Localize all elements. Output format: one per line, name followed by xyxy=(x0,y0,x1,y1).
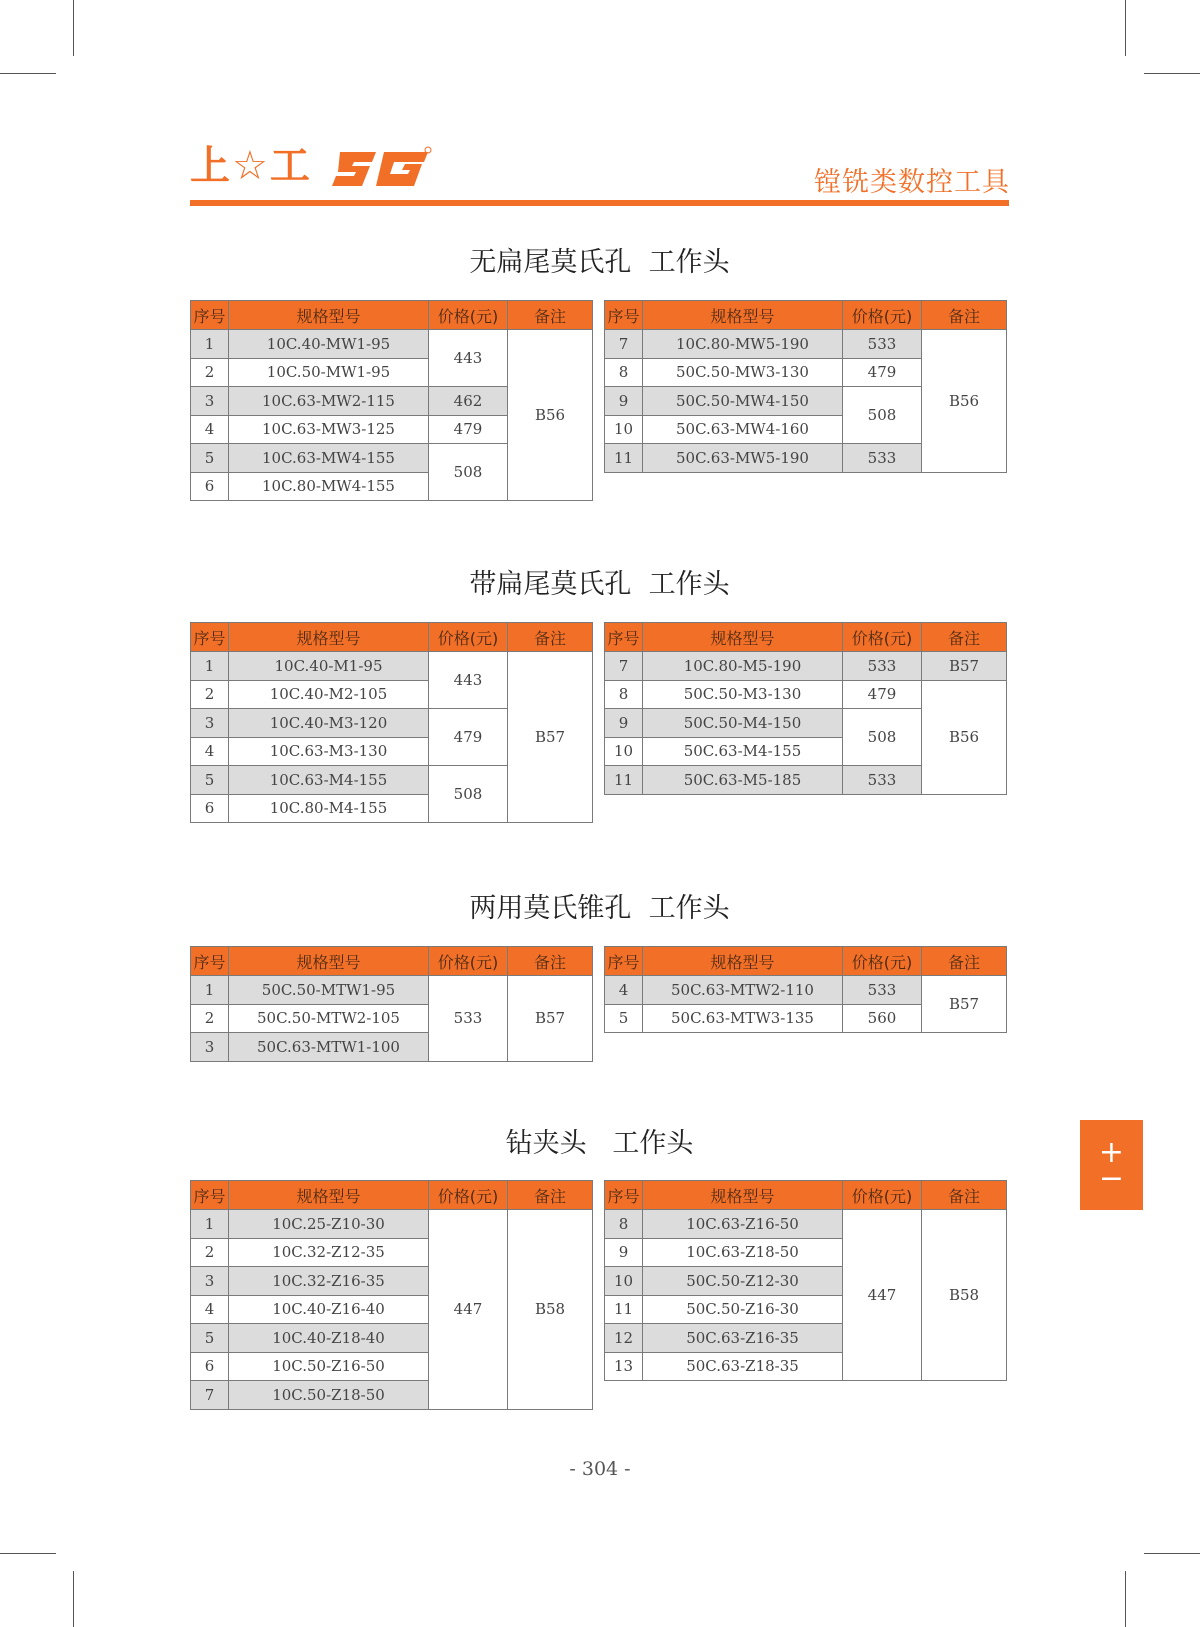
row-model: 10C.40-M3-120 xyxy=(229,709,429,738)
row-index: 10 xyxy=(605,737,643,766)
row-index: 6 xyxy=(191,794,229,823)
crop-mark xyxy=(0,1553,56,1554)
table-row xyxy=(605,1210,1007,1239)
row-price: 533 xyxy=(843,766,922,795)
row-index: 10 xyxy=(605,415,643,444)
row-model: 50C.63-Z18-35 xyxy=(643,1352,843,1381)
spec-table-right xyxy=(604,622,1007,795)
table-header-row xyxy=(191,301,593,330)
table-row xyxy=(605,652,1007,681)
row-model: 10C.80-MW5-190 xyxy=(643,330,843,359)
row-model: 10C.32-Z16-35 xyxy=(229,1267,429,1296)
table-row xyxy=(191,1210,593,1239)
row-model: 10C.40-Z18-40 xyxy=(229,1324,429,1353)
model-header: 规格型号 xyxy=(229,623,429,652)
table-header-row xyxy=(605,1181,1007,1210)
row-index: 9 xyxy=(605,1238,643,1267)
row-price: 533 xyxy=(843,330,922,359)
model-header: 规格型号 xyxy=(643,623,843,652)
table-header-row xyxy=(605,947,1007,976)
row-index: 1 xyxy=(191,652,229,681)
row-model: 10C.50-Z18-50 xyxy=(229,1381,429,1410)
row-index: 6 xyxy=(191,472,229,501)
row-model: 10C.63-MW2-115 xyxy=(229,387,429,416)
row-index: 9 xyxy=(605,387,643,416)
row-model: 10C.50-Z16-50 xyxy=(229,1352,429,1381)
price-header: 价格(元) xyxy=(429,623,508,652)
row-model: 50C.50-MTW1-95 xyxy=(229,976,429,1005)
index-header: 序号 xyxy=(605,301,643,330)
row-index: 3 xyxy=(191,1267,229,1296)
row-price: 533 xyxy=(843,652,922,681)
crop-mark xyxy=(1125,0,1126,56)
table-row xyxy=(605,680,1007,709)
row-index: 8 xyxy=(605,680,643,709)
section-title: 两用莫氏锥孔 工作头 xyxy=(469,893,730,924)
row-index: 1 xyxy=(191,976,229,1005)
row-price: 533 xyxy=(843,976,922,1005)
row-note: B56 xyxy=(922,680,1007,794)
row-note: B56 xyxy=(922,330,1007,473)
index-header: 序号 xyxy=(191,301,229,330)
row-model: 50C.50-Z16-30 xyxy=(643,1295,843,1324)
plus-icon: + xyxy=(1098,1135,1125,1170)
row-index: 11 xyxy=(605,1295,643,1324)
row-model: 10C.63-M4-155 xyxy=(229,766,429,795)
spec-table-left xyxy=(190,946,593,1062)
crop-mark xyxy=(1144,73,1200,74)
row-model: 50C.50-MW4-150 xyxy=(643,387,843,416)
row-price: 447 xyxy=(429,1210,508,1410)
row-index: 6 xyxy=(191,1352,229,1381)
price-header: 价格(元) xyxy=(429,947,508,976)
row-model: 10C.50-MW1-95 xyxy=(229,358,429,387)
row-model: 50C.50-Z12-30 xyxy=(643,1267,843,1296)
price-header: 价格(元) xyxy=(843,301,922,330)
note-header: 备注 xyxy=(508,1181,593,1210)
table-row xyxy=(605,976,1007,1005)
price-header: 价格(元) xyxy=(429,1181,508,1210)
sg-logo-icon xyxy=(332,146,432,192)
row-price: 447 xyxy=(843,1210,922,1381)
price-header: 价格(元) xyxy=(843,1181,922,1210)
spec-table-left xyxy=(190,622,593,823)
row-price: 560 xyxy=(843,1004,922,1033)
row-index: 8 xyxy=(605,358,643,387)
row-index: 9 xyxy=(605,709,643,738)
index-header: 序号 xyxy=(191,947,229,976)
header-rule xyxy=(190,200,1009,206)
row-index: 12 xyxy=(605,1324,643,1353)
row-model: 10C.63-MW4-155 xyxy=(229,444,429,473)
crop-mark xyxy=(1125,1571,1126,1627)
row-index: 8 xyxy=(605,1210,643,1239)
index-header: 序号 xyxy=(191,1181,229,1210)
price-header: 价格(元) xyxy=(843,947,922,976)
row-price: 508 xyxy=(843,709,922,766)
table-header-row xyxy=(191,1181,593,1210)
row-index: 5 xyxy=(191,766,229,795)
crop-mark xyxy=(73,0,74,56)
note-header: 备注 xyxy=(922,301,1007,330)
row-price: 443 xyxy=(429,330,508,387)
spec-table-right xyxy=(604,946,1007,1033)
page-category-title: 镗铣类数控工具 xyxy=(814,167,1010,198)
row-model: 50C.50-M3-130 xyxy=(643,680,843,709)
spec-table-left xyxy=(190,1180,593,1410)
row-price: 508 xyxy=(429,766,508,823)
row-model: 10C.80-MW4-155 xyxy=(229,472,429,501)
row-note: B57 xyxy=(508,976,593,1062)
row-model: 10C.40-M1-95 xyxy=(229,652,429,681)
model-header: 规格型号 xyxy=(643,947,843,976)
row-index: 3 xyxy=(191,387,229,416)
row-model: 10C.63-Z16-50 xyxy=(643,1210,843,1239)
row-model: 50C.63-MTW2-110 xyxy=(643,976,843,1005)
row-index: 7 xyxy=(605,652,643,681)
row-index: 3 xyxy=(191,1033,229,1062)
model-header: 规格型号 xyxy=(643,301,843,330)
spec-table-right xyxy=(604,1180,1007,1381)
row-model: 10C.63-MW3-125 xyxy=(229,415,429,444)
row-index: 5 xyxy=(191,444,229,473)
table-header-row xyxy=(191,623,593,652)
row-model: 50C.63-M4-155 xyxy=(643,737,843,766)
row-price: 443 xyxy=(429,652,508,709)
row-model: 50C.63-MW4-160 xyxy=(643,415,843,444)
table-header-row xyxy=(605,301,1007,330)
section-title: 无扁尾莫氏孔 工作头 xyxy=(469,247,730,278)
model-header: 规格型号 xyxy=(229,301,429,330)
row-model: 50C.63-Z16-35 xyxy=(643,1324,843,1353)
row-model: 10C.40-Z16-40 xyxy=(229,1295,429,1324)
row-model: 10C.63-Z18-50 xyxy=(643,1238,843,1267)
row-index: 13 xyxy=(605,1352,643,1381)
row-price: 462 xyxy=(429,387,508,416)
crop-mark xyxy=(0,73,56,74)
row-index: 4 xyxy=(191,415,229,444)
model-header: 规格型号 xyxy=(229,1181,429,1210)
section-title: 带扁尾莫氏孔 工作头 xyxy=(469,569,730,600)
crop-mark xyxy=(1144,1553,1200,1554)
row-price: 508 xyxy=(843,387,922,444)
side-tab xyxy=(1080,1120,1143,1210)
table-row xyxy=(605,330,1007,359)
row-price: 533 xyxy=(429,976,508,1062)
row-model: 10C.40-M2-105 xyxy=(229,680,429,709)
row-price: 479 xyxy=(429,415,508,444)
row-index: 4 xyxy=(605,976,643,1005)
table-row xyxy=(191,330,593,359)
price-header: 价格(元) xyxy=(429,301,508,330)
row-price: 479 xyxy=(843,358,922,387)
row-model: 50C.50-MW3-130 xyxy=(643,358,843,387)
row-index: 5 xyxy=(191,1324,229,1353)
index-header: 序号 xyxy=(605,1181,643,1210)
row-model: 50C.63-MTW1-100 xyxy=(229,1033,429,1062)
price-header: 价格(元) xyxy=(843,623,922,652)
row-note: B57 xyxy=(508,652,593,823)
crop-mark xyxy=(73,1571,74,1627)
section-title: 钻夹头 工作头 xyxy=(505,1128,694,1159)
row-index: 5 xyxy=(605,1004,643,1033)
row-model: 10C.40-MW1-95 xyxy=(229,330,429,359)
note-header: 备注 xyxy=(508,623,593,652)
row-model: 50C.63-MW5-190 xyxy=(643,444,843,473)
row-model: 10C.63-M3-130 xyxy=(229,737,429,766)
row-index: 11 xyxy=(605,444,643,473)
row-index: 2 xyxy=(191,358,229,387)
table-header-row xyxy=(605,623,1007,652)
row-model: 10C.25-Z10-30 xyxy=(229,1210,429,1239)
row-index: 7 xyxy=(191,1381,229,1410)
row-price: 508 xyxy=(429,444,508,501)
row-note: B58 xyxy=(508,1210,593,1410)
spec-table-left xyxy=(190,300,593,501)
row-model: 10C.32-Z12-35 xyxy=(229,1238,429,1267)
row-index: 7 xyxy=(605,330,643,359)
row-note: B58 xyxy=(922,1210,1007,1381)
index-header: 序号 xyxy=(605,623,643,652)
index-header: 序号 xyxy=(605,947,643,976)
row-price: 479 xyxy=(429,709,508,766)
row-index: 1 xyxy=(191,330,229,359)
table-header-row xyxy=(191,947,593,976)
row-index: 4 xyxy=(191,737,229,766)
row-model: 50C.50-M4-150 xyxy=(643,709,843,738)
note-header: 备注 xyxy=(508,301,593,330)
row-index: 2 xyxy=(191,680,229,709)
brand-logo-text: 上☆工 xyxy=(190,143,312,189)
model-header: 规格型号 xyxy=(229,947,429,976)
row-index: 10 xyxy=(605,1267,643,1296)
row-price: 479 xyxy=(843,680,922,709)
minus-icon: − xyxy=(1098,1161,1125,1196)
note-header: 备注 xyxy=(922,623,1007,652)
row-model: 50C.63-MTW3-135 xyxy=(643,1004,843,1033)
row-index: 1 xyxy=(191,1210,229,1239)
row-note: B56 xyxy=(508,330,593,501)
row-note: B57 xyxy=(922,652,1007,681)
note-header: 备注 xyxy=(508,947,593,976)
table-row xyxy=(191,652,593,681)
row-index: 2 xyxy=(191,1004,229,1033)
row-model: 10C.80-M5-190 xyxy=(643,652,843,681)
table-row xyxy=(191,976,593,1005)
row-note: B57 xyxy=(922,976,1007,1033)
row-model: 50C.63-M5-185 xyxy=(643,766,843,795)
note-header: 备注 xyxy=(922,947,1007,976)
row-index: 2 xyxy=(191,1238,229,1267)
row-index: 11 xyxy=(605,766,643,795)
row-model: 10C.80-M4-155 xyxy=(229,794,429,823)
row-index: 3 xyxy=(191,709,229,738)
page-number: - 304 - xyxy=(569,1458,631,1480)
index-header: 序号 xyxy=(191,623,229,652)
row-price: 533 xyxy=(843,444,922,473)
row-index: 4 xyxy=(191,1295,229,1324)
row-model: 50C.50-MTW2-105 xyxy=(229,1004,429,1033)
note-header: 备注 xyxy=(922,1181,1007,1210)
spec-table-right xyxy=(604,300,1007,473)
model-header: 规格型号 xyxy=(643,1181,843,1210)
